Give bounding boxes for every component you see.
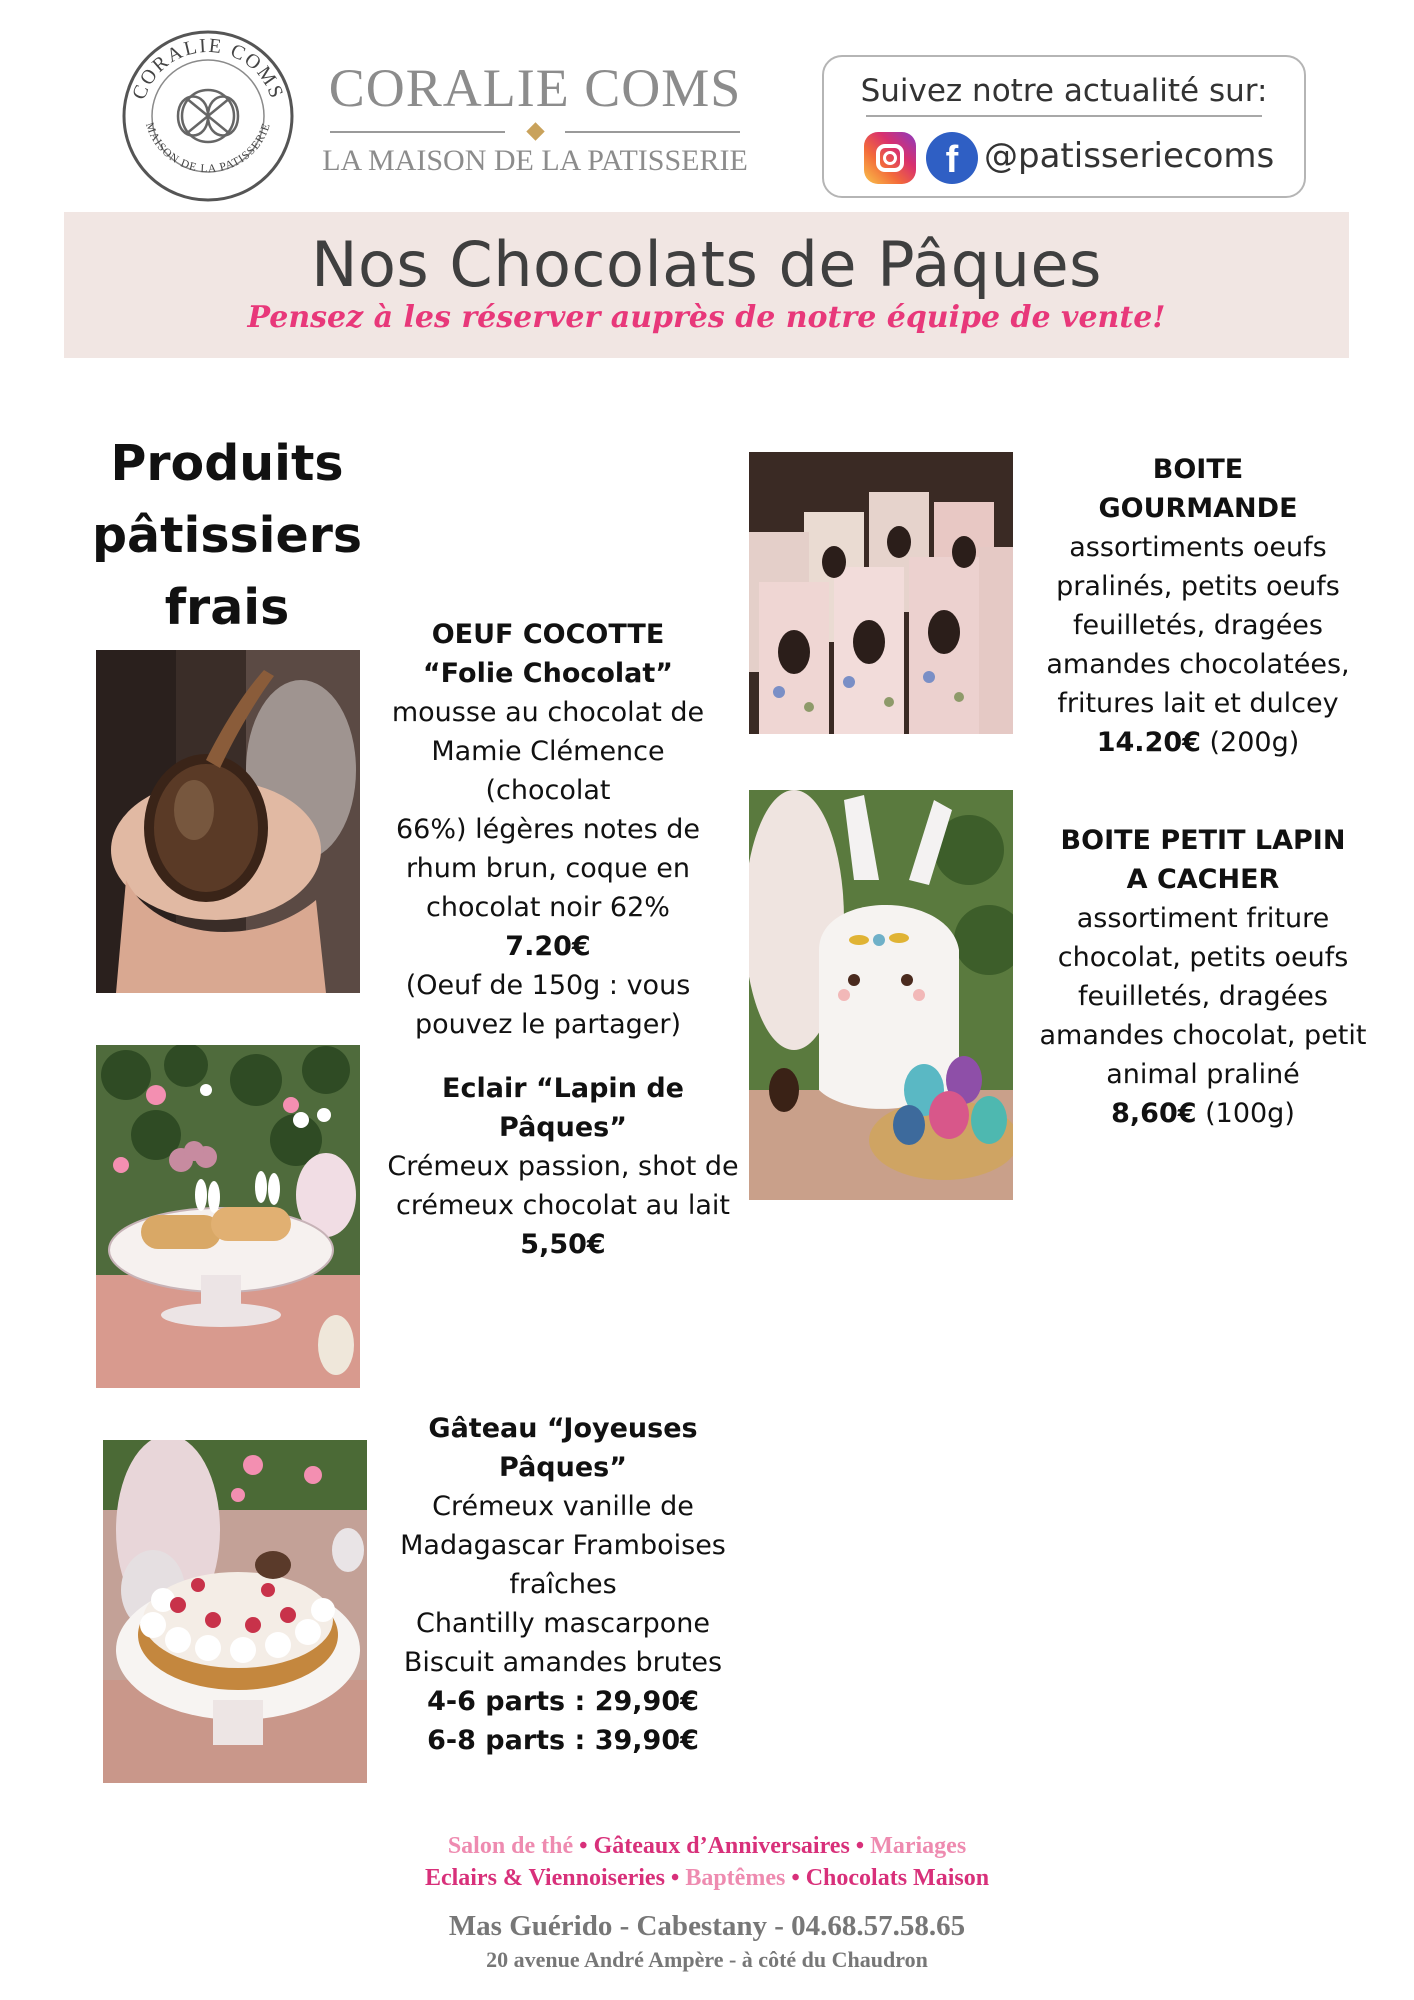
product-desc-line: assortiment friture xyxy=(1076,903,1330,934)
product-price: 4-6 parts : 29,90€ xyxy=(427,1686,699,1717)
product-name: OEUF COCOTTE xyxy=(431,619,665,650)
product-desc-line: fritures lait et dulcey xyxy=(1057,688,1339,719)
product-desc-line: amandes chocolat, petit xyxy=(1039,1020,1367,1051)
brand-logo xyxy=(120,28,296,204)
product-weight: (200g) xyxy=(1200,727,1300,758)
brand-name: CORALIE COMS xyxy=(328,58,742,118)
photo-gateau xyxy=(103,1440,367,1783)
section-title-line: pâtissiers xyxy=(91,507,363,564)
product-gateau xyxy=(383,1409,743,1760)
logo-ring-top: CORALIE COMS xyxy=(128,34,288,103)
footer-separator: • xyxy=(670,1865,680,1891)
brand-subtitle: LA MAISON DE LA PATISSERIE xyxy=(322,144,748,177)
footer-service: Eclairs & Viennoiseries xyxy=(424,1865,665,1891)
product-desc-line: Crémeux passion, shot de xyxy=(387,1151,739,1182)
product-desc-line: 66%) légères notes de xyxy=(396,814,700,845)
footer-service: Chocolats Maison xyxy=(805,1865,990,1891)
product-desc-line: Biscuit amandes brutes xyxy=(403,1647,723,1678)
brand-block xyxy=(310,58,760,178)
product-name-line: Pâques” xyxy=(499,1452,627,1483)
brand-divider xyxy=(330,122,740,142)
section-title xyxy=(62,428,392,644)
section-title-line: frais xyxy=(164,579,290,636)
product-desc-line: crémeux chocolat au lait xyxy=(396,1190,730,1221)
product-desc-line: chocolat, petits oeufs xyxy=(1057,942,1349,973)
facebook-icon[interactable]: f xyxy=(926,132,978,184)
product-desc-line: animal praliné xyxy=(1106,1059,1300,1090)
footer-services-2 xyxy=(0,1862,1414,1894)
product-name-line: BOITE PETIT LAPIN xyxy=(1060,825,1346,856)
product-price: 6-8 parts : 39,90€ xyxy=(427,1725,699,1756)
footer-separator: • xyxy=(791,1865,800,1891)
product-price: 8,60€ xyxy=(1111,1098,1197,1129)
product-name-line: BOITE xyxy=(1152,454,1244,485)
product-subname: “Folie Chocolat” xyxy=(422,658,674,689)
photo-boite-lapin xyxy=(749,790,1013,1200)
product-boite-lapin xyxy=(1030,821,1376,1133)
product-note-line: (Oeuf de 150g : vous xyxy=(405,970,691,1001)
product-desc-line: Crémeux vanille de xyxy=(432,1491,694,1522)
footer-separator: • xyxy=(579,1833,588,1859)
product-price: 14.20€ xyxy=(1096,727,1201,758)
page-title: Nos Chocolats de Pâques xyxy=(311,228,1102,301)
social-divider xyxy=(866,115,1262,117)
footer-service: Baptêmes xyxy=(685,1865,786,1891)
product-name-line: A CACHER xyxy=(1126,864,1280,895)
product-desc-line: fraîches xyxy=(509,1569,617,1600)
social-title: Suivez notre actualité sur: xyxy=(860,73,1268,109)
product-desc-line: Madagascar Framboises xyxy=(400,1530,726,1561)
product-desc-line: assortiments oeufs xyxy=(1069,532,1327,563)
product-desc-line: chocolat noir 62% xyxy=(426,892,670,923)
product-desc-line: feuilletés, dragées xyxy=(1073,610,1323,641)
product-weight: (100g) xyxy=(1196,1098,1295,1129)
product-desc-line: Chantilly mascarpone xyxy=(415,1608,711,1639)
section-title-line: Produits xyxy=(110,435,344,492)
footer-services-1 xyxy=(0,1830,1414,1862)
product-name-line: GOURMANDE xyxy=(1098,493,1298,524)
product-price: 7.20€ xyxy=(505,931,591,962)
product-desc-line: pralinés, petits oeufs xyxy=(1056,571,1340,602)
instagram-icon[interactable] xyxy=(864,132,916,184)
social-box xyxy=(822,55,1306,198)
product-note-line: pouvez le partager) xyxy=(414,1009,682,1040)
product-boite-gourmande xyxy=(1030,450,1366,762)
page-subtitle: Pensez à les réserver auprès de notre équipe de vente! xyxy=(247,300,1166,335)
social-handle[interactable]: @patisseriecoms xyxy=(984,136,1275,176)
product-desc-line: Mamie Clémence (chocolat xyxy=(431,736,665,806)
photo-boite-gourmande xyxy=(749,452,1013,734)
title-banner xyxy=(64,212,1349,358)
footer xyxy=(0,1830,1414,1974)
product-name: Eclair “Lapin de Pâques” xyxy=(442,1073,684,1143)
product-price: 5,50€ xyxy=(520,1229,606,1260)
footer-street: 20 avenue André Ampère - à côté du Chaudron xyxy=(486,1947,928,1972)
footer-service: Mariages xyxy=(870,1833,967,1859)
footer-address: Mas Guérido - Cabestany - 04.68.57.58.65 xyxy=(448,1910,966,1942)
logo-ring-bottom: MAISON DE LA PATISSERIE xyxy=(142,121,273,176)
product-oeuf-cocotte xyxy=(368,615,728,1044)
photo-eclair xyxy=(96,1045,360,1388)
photo-oeuf-cocotte xyxy=(96,650,360,993)
product-desc-line: mousse au chocolat de xyxy=(391,697,705,728)
product-name-line: Gâteau “Joyeuses xyxy=(428,1413,698,1444)
footer-separator: • xyxy=(855,1833,865,1859)
product-desc-line: amandes chocolatées, xyxy=(1046,649,1350,680)
footer-service: Salon de thé xyxy=(447,1833,574,1859)
footer-service: Gâteaux d’Anniversaires xyxy=(593,1833,850,1859)
product-desc-line: rhum brun, coque en xyxy=(406,853,690,884)
product-eclair xyxy=(378,1069,748,1264)
product-desc-line: feuilletés, dragées xyxy=(1078,981,1328,1012)
